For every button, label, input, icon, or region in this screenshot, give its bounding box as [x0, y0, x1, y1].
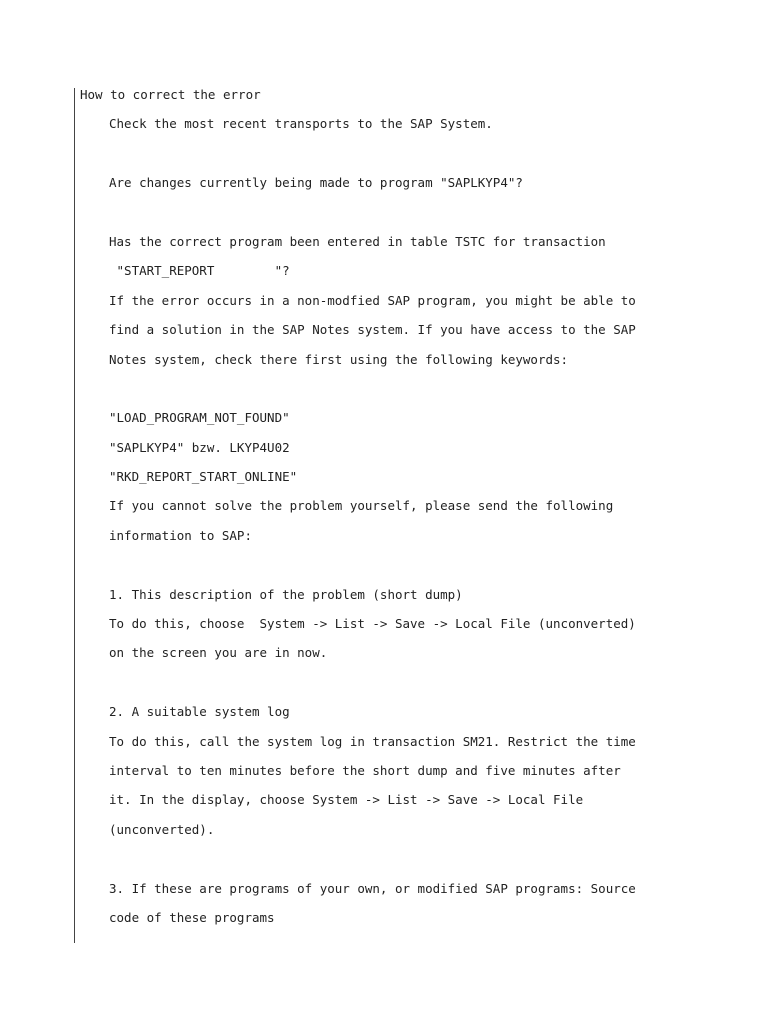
keyword-line: "RKD_REPORT_START_ONLINE" — [109, 469, 298, 485]
blank-line — [74, 668, 714, 697]
text-line: To do this, call the system log in transaction SM21. Restrict the time — [109, 733, 636, 749]
text-line: it. In the display, choose System -> List -> Save -> Local File — [109, 792, 584, 808]
blank-line — [74, 198, 714, 227]
text-line: If you cannot solve the problem yourself, please send the following — [109, 498, 614, 514]
text-line: Are changes currently being made to program "SAPLKYP4"? — [109, 175, 523, 191]
blank-line — [74, 844, 714, 873]
blank-line — [74, 374, 714, 403]
text-line: To do this, choose System -> List -> Save -> Local File (unconverted) — [109, 616, 636, 632]
keyword-line: "LOAD_PROGRAM_NOT_FOUND" — [109, 410, 290, 426]
text-line: Notes system, check there first using the following keywords: — [109, 351, 569, 367]
text-line: on the screen you are in now. — [109, 645, 328, 661]
text-line: Has the correct program been entered in table TSTC for transaction — [109, 233, 606, 249]
text-line: If the error occurs in a non-modfied SAP program, you might be able to — [109, 292, 636, 308]
text-line: "START_REPORT "? — [109, 263, 290, 279]
blank-line — [74, 550, 714, 579]
short-dump-document — [74, 80, 714, 932]
text-line: information to SAP: — [109, 527, 252, 543]
section-heading: How to correct the error — [80, 87, 261, 102]
text-line: Check the most recent transports to the SAP System. — [109, 116, 493, 132]
text-line: (unconverted). — [109, 821, 215, 837]
list-item-heading: 3. If these are programs of your own, or modified SAP programs: Source — [109, 880, 636, 896]
list-item-heading: 2. A suitable system log — [109, 704, 290, 720]
left-margin-rule — [74, 88, 75, 943]
text-line: code of these programs — [109, 909, 275, 925]
list-item-heading: 1. This description of the problem (short dump) — [109, 586, 463, 602]
blank-line — [74, 139, 714, 168]
keyword-line: "SAPLKYP4" bzw. LKYP4U02 — [109, 439, 290, 455]
text-line: interval to ten minutes before the short dump and five minutes after — [109, 762, 621, 778]
text-line: find a solution in the SAP Notes system. If you have access to the SAP — [109, 322, 636, 338]
